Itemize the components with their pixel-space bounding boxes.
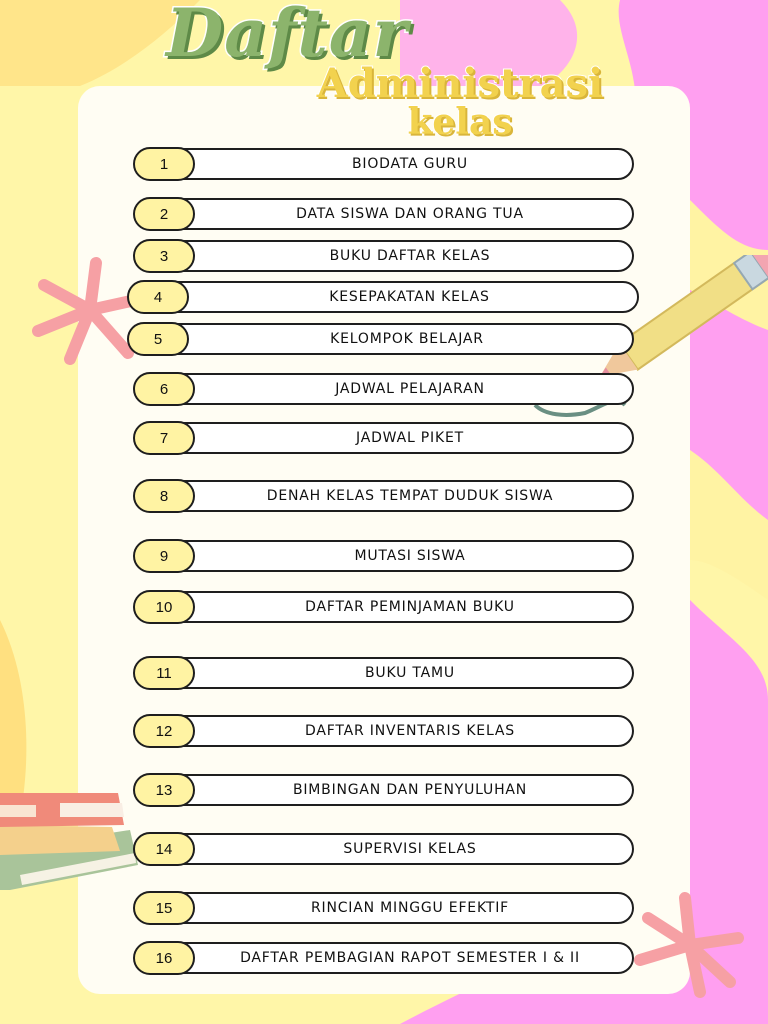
item-label: BIMBINGAN DAN PENYULUHAN [292,782,528,798]
item-number: 15 [133,891,195,925]
item-number: 7 [133,421,195,455]
item-number: 13 [133,773,195,807]
list-item [134,480,634,512]
item-label: BUKU DAFTAR KELAS [329,248,491,264]
item-label: DAFTAR PEMBAGIAN RAPOT SEMESTER I & II [240,950,580,966]
list-item [134,892,634,924]
item-number: 2 [133,197,195,231]
item-label: BIODATA GURU [352,156,468,172]
item-number: 6 [133,372,195,406]
item-label: KESEPAKATAN KELAS [329,289,490,305]
list-item [134,833,634,865]
list-item [134,240,634,272]
page-subtitle-line1: Administrasi [316,60,604,107]
item-label: DATA SISWA DAN ORANG TUA [296,206,524,222]
list-item [128,323,634,355]
item-number: 11 [133,656,195,690]
list-item [134,198,634,230]
item-label: JADWAL PELAJARAN [335,381,485,397]
item-label: RINCIAN MINGGU EFEKTIF [311,900,509,916]
item-label: SUPERVISI KELAS [343,841,477,857]
list-item [134,591,634,623]
item-label: DAFTAR INVENTARIS KELAS [305,723,515,739]
list-item [128,281,639,313]
item-number: 5 [127,322,189,356]
item-label: MUTASI SISWA [354,548,466,564]
item-number: 12 [133,714,195,748]
books-icon [0,785,150,910]
list-item [134,657,634,689]
item-label: BUKU TAMU [365,665,455,681]
item-number: 3 [133,239,195,273]
item-number: 16 [133,941,195,975]
list-item [134,422,634,454]
item-label: KELOMPOK BELAJAR [330,331,484,347]
list-item [134,715,634,747]
item-number: 4 [127,280,189,314]
list-item [134,540,634,572]
item-number: 10 [133,590,195,624]
page-title: Daftar [166,0,409,72]
item-label: JADWAL PIKET [356,430,464,446]
item-number: 8 [133,479,195,513]
item-number: 9 [133,539,195,573]
item-number: 1 [133,147,195,181]
item-number: 14 [133,832,195,866]
item-label: DAFTAR PEMINJAMAN BUKU [305,599,515,615]
star-icon [630,890,750,1000]
list-item [134,774,634,806]
list-item [134,942,634,974]
page-subtitle-line2: kelas [407,101,513,143]
list-item [134,148,634,180]
list-item [134,373,634,405]
item-label: DENAH KELAS TEMPAT DUDUK SISWA [266,488,554,504]
